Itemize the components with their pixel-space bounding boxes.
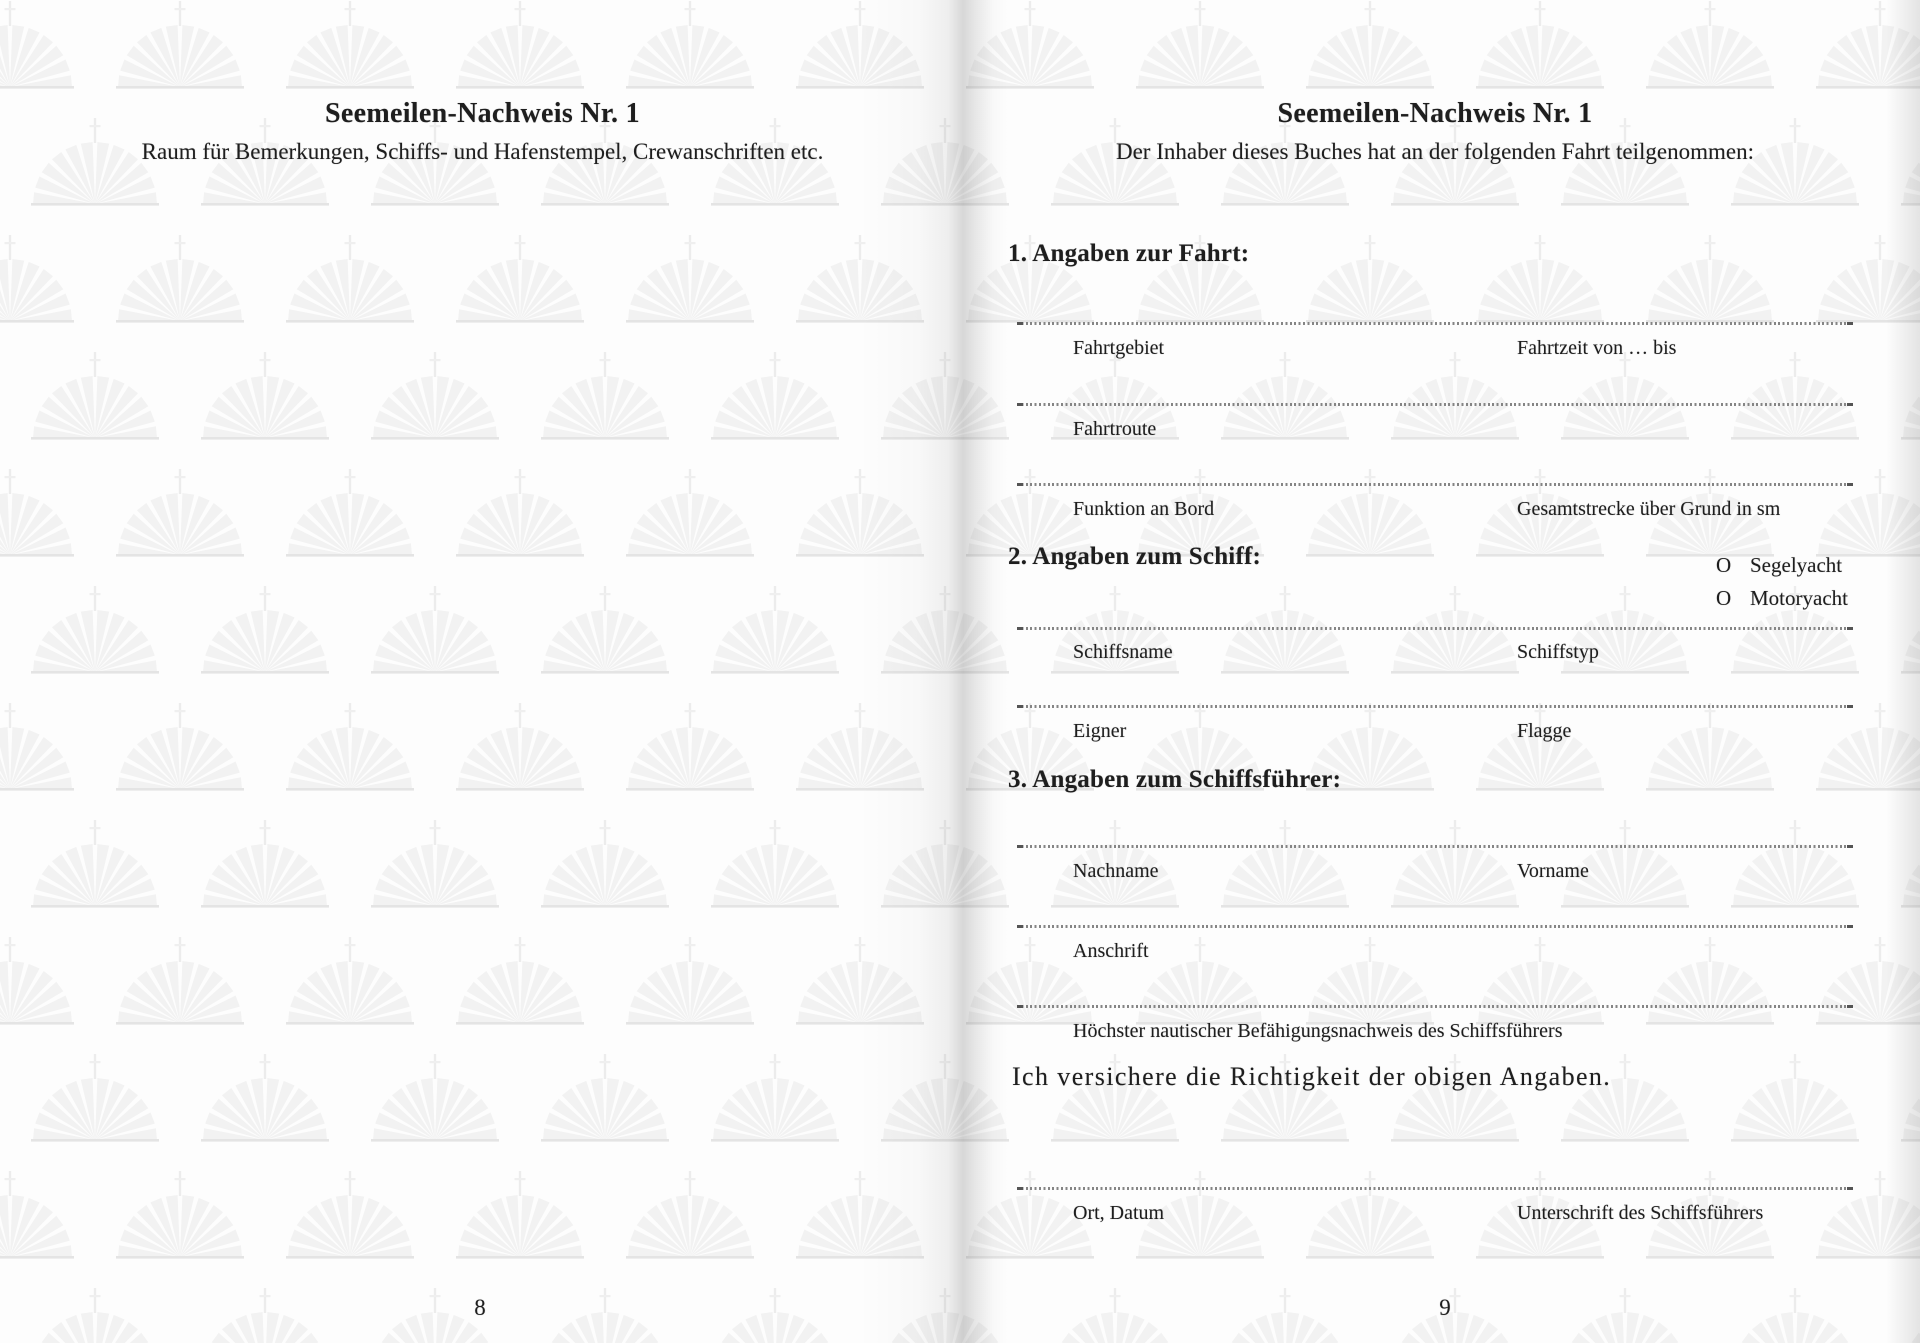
field-label-befaehigungsnachweis: Höchster nautischer Befähigungsnachweis des Schiffsführers [1073, 1020, 1563, 1042]
field-label-nachname: Nachname [1073, 860, 1159, 882]
right-page-header [1000, 98, 1870, 165]
right-page-title: Seemeilen-Nachweis Nr. 1 [1277, 98, 1593, 129]
dotted-rule [1017, 483, 1853, 486]
section-heading-schiffsfuehrer: 3. Angaben zum Schiffsführer: [1008, 766, 1342, 793]
dotted-rule [1017, 1005, 1853, 1008]
left-page-title: Seemeilen-Nachweis Nr. 1 [325, 98, 640, 129]
field-label-vorname: Vorname [1517, 860, 1589, 882]
dotted-rule [1017, 845, 1853, 848]
dotted-rule [1017, 627, 1853, 630]
field-label-schiffstyp: Schiffstyp [1517, 641, 1599, 663]
field-label-fahrtgebiet: Fahrtgebiet [1073, 337, 1165, 359]
field-label-flagge: Flagge [1517, 720, 1572, 742]
dotted-rule [1017, 705, 1853, 708]
right-page-number: 9 [1439, 1295, 1451, 1320]
left-page-number: 8 [474, 1295, 486, 1320]
option-segelyacht [1716, 549, 1848, 582]
section-heading-schiff: 2. Angaben zum Schiff: [1008, 543, 1262, 570]
left-page-header [15, 98, 950, 165]
field-label-anschrift: Anschrift [1073, 940, 1149, 962]
field-label-gesamtstrecke: Gesamtstrecke über Grund in sm [1517, 498, 1781, 520]
field-label-eigner: Eigner [1073, 720, 1127, 742]
option-motoryacht [1716, 582, 1848, 615]
declaration-text: Ich versichere die Richtigkeit der obigen Angaben. [1012, 1062, 1612, 1091]
dotted-rule [1017, 322, 1853, 325]
field-label-schiffsname: Schiffsname [1073, 641, 1173, 663]
dotted-rule [1017, 403, 1853, 406]
section-heading-fahrt: 1. Angaben zur Fahrt: [1008, 240, 1250, 267]
radio-circle-motoryacht: O [1716, 586, 1732, 610]
dotted-rule [1017, 1187, 1853, 1190]
right-page-subtitle: Der Inhaber dieses Buches hat an der folgenden Fahrt teilgenommen: [1115, 139, 1755, 164]
field-label-ort-datum: Ort, Datum [1073, 1202, 1165, 1224]
dotted-rule [1017, 925, 1853, 928]
field-label-fahrtroute: Fahrtroute [1073, 418, 1157, 440]
ship-type-options [1716, 549, 1848, 615]
field-label-fahrtzeit: Fahrtzeit von … bis [1517, 337, 1677, 359]
option-label-segelyacht: Segelyacht [1750, 553, 1843, 577]
field-label-funktion-an-bord: Funktion an Bord [1073, 498, 1215, 520]
radio-circle-segelyacht: O [1716, 553, 1732, 577]
option-label-motoryacht: Motoryacht [1750, 586, 1848, 610]
field-label-unterschrift: Unterschrift des Schiffsführers [1517, 1202, 1764, 1224]
left-page-subtitle: Raum für Bemerkungen, Schiffs- und Hafenstempel, Crewanschriften etc. [141, 139, 824, 164]
